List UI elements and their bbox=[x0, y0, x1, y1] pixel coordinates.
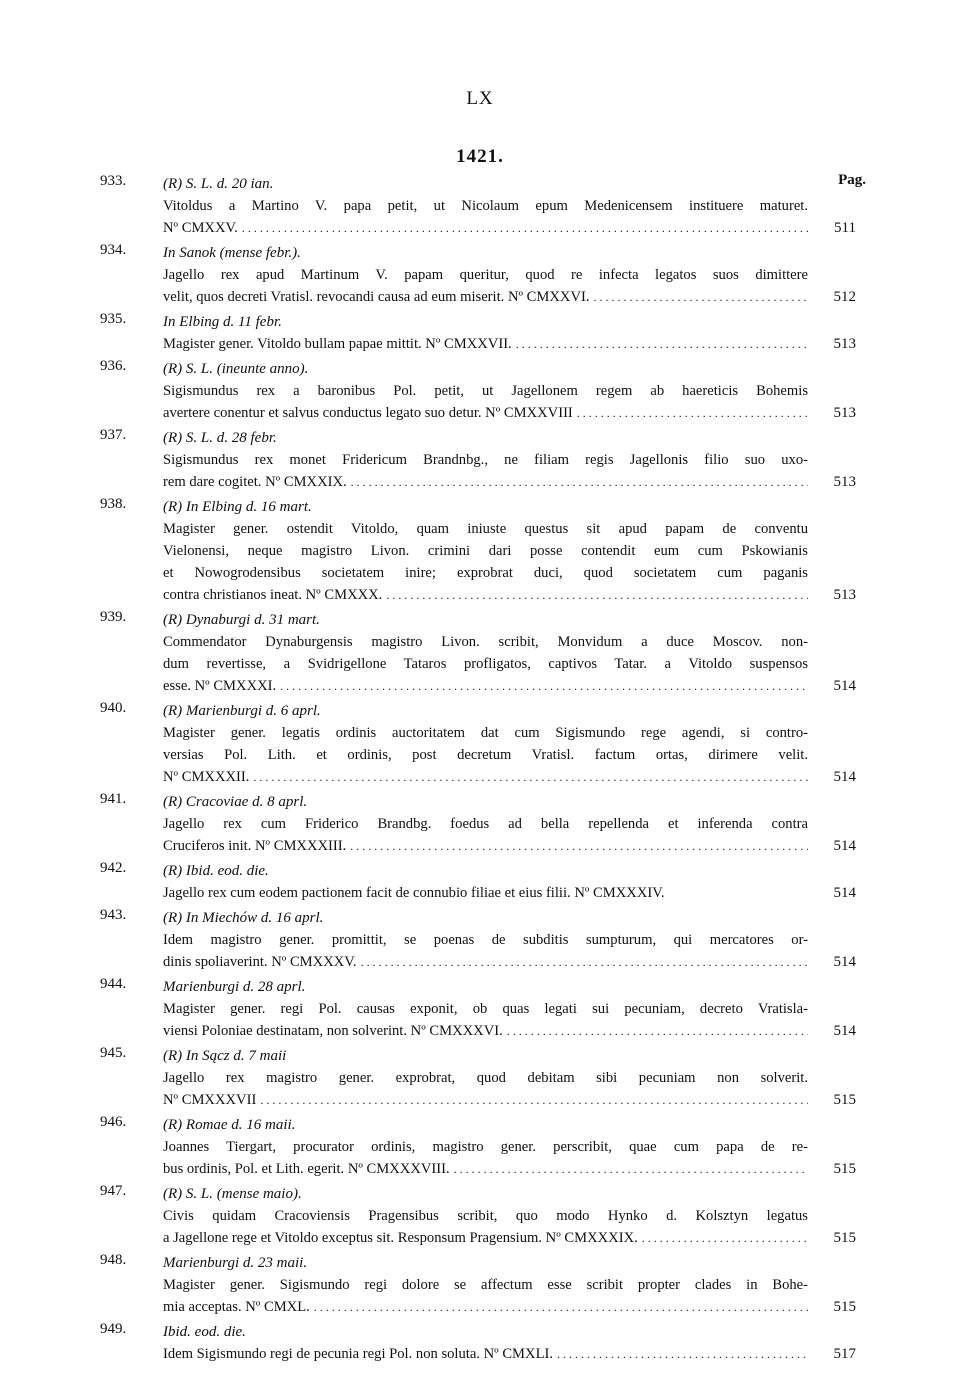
entry-line: Magister gener. ostendit Vitoldo, quam iniuste questus sit apud papam de conventu bbox=[163, 521, 808, 537]
entry-line: et Nowogrodensibus societatem inire; exprobrat duci, quod societatem cum paganis bbox=[163, 565, 808, 581]
dot-leader bbox=[280, 675, 808, 697]
entry-last-line bbox=[163, 286, 808, 308]
dot-leader bbox=[242, 217, 808, 239]
entry-line: Vielonensi, neque magistro Livon. crimini dari posse contendit eum cum Pskowianis bbox=[163, 543, 808, 559]
entry bbox=[0, 1321, 960, 1365]
entry-heading: (R) S. L. d. 28 febr. bbox=[163, 430, 277, 446]
entry-heading: (R) Cracoviae d. 8 aprl. bbox=[163, 794, 308, 810]
dot-leader bbox=[361, 951, 808, 973]
entry-number: 941. bbox=[100, 791, 127, 807]
entry-body bbox=[163, 518, 808, 606]
entry-body bbox=[163, 195, 808, 239]
entry-last-line bbox=[163, 1089, 808, 1111]
entry-body bbox=[163, 631, 808, 697]
entry-line: Sigismundus rex a baronibus Pol. petit, ut Jagellonem regem ab haereticis Bohemis bbox=[163, 383, 808, 399]
entry-page-reference: 515 bbox=[833, 1230, 856, 1246]
entry-page-reference: 514 bbox=[833, 769, 856, 785]
entry-line: Vitoldus a Martino V. papa petit, ut Nicolaum epum Medenicensem instituere maturet. bbox=[163, 198, 808, 214]
entry-heading: (R) In Miechów d. 16 aprl. bbox=[163, 910, 324, 926]
dot-leader bbox=[386, 584, 808, 606]
entry-last-line bbox=[163, 1343, 808, 1365]
entry-last-line-text: a Jagellone rege et Vitoldo exceptus sit. Responsum Pragensium. Nº CMXXXIX. bbox=[163, 1230, 638, 1246]
entry-body bbox=[163, 333, 808, 355]
entry-last-line-text: viensi Poloniae destinatam, non solverint. Nº CMXXXVI. bbox=[163, 1023, 503, 1039]
entry-number: 936. bbox=[100, 358, 127, 374]
dot-leader bbox=[454, 1158, 808, 1180]
entry-page-reference: 514 bbox=[833, 838, 856, 854]
entry-body bbox=[163, 998, 808, 1042]
entry-line: versias Pol. Lith. et ordinis, post decretum Vratisl. factum ortas, dirimere velit. bbox=[163, 747, 808, 763]
entry-heading: (R) In Sącz d. 7 maii bbox=[163, 1048, 287, 1064]
entry-body bbox=[163, 1205, 808, 1249]
entry-number: 944. bbox=[100, 976, 127, 992]
entry bbox=[0, 976, 960, 1042]
entry-last-line-text: mia acceptas. Nº CMXL. bbox=[163, 1299, 310, 1315]
entry-heading: (R) Dynaburgi d. 31 mart. bbox=[163, 612, 320, 628]
entry-line: Magister gener. regi Pol. causas exponit, ob quas legati sui pecuniam, decreto Vratisla- bbox=[163, 1001, 808, 1017]
year-heading: 1421. bbox=[456, 146, 504, 167]
entry-heading: In Elbing d. 11 febr. bbox=[163, 314, 282, 330]
dot-leader bbox=[260, 1089, 808, 1111]
entry-line: Idem magistro gener. promittit, se poenas de subditis sumpturum, qui mercatores or- bbox=[163, 932, 808, 948]
entry-last-line bbox=[163, 766, 808, 788]
dot-leader bbox=[351, 471, 808, 493]
entry bbox=[0, 609, 960, 697]
entry-body bbox=[163, 264, 808, 308]
entry-line: Sigismundus rex monet Fridericum Brandnbg., ne filiam regis Jagellonis filio suo uxo- bbox=[163, 452, 808, 468]
entry-last-line-text: avertere conentur et salvus conductus legato suo detur. Nº CMXXVIII bbox=[163, 405, 573, 421]
entry-last-line-text: Cruciferos init. Nº CMXXXIII. bbox=[163, 838, 347, 854]
dot-leader bbox=[314, 1296, 808, 1318]
entry-page-reference: 513 bbox=[833, 336, 856, 352]
entry bbox=[0, 1114, 960, 1180]
dot-leader bbox=[557, 1343, 808, 1365]
entry-list bbox=[0, 173, 960, 1365]
entry-last-line bbox=[163, 333, 808, 355]
dot-leader bbox=[507, 1020, 808, 1042]
entry-body bbox=[163, 929, 808, 973]
entry-page-reference: 515 bbox=[833, 1299, 856, 1315]
entry-page-reference: 514 bbox=[833, 885, 856, 901]
entry-number: 945. bbox=[100, 1045, 127, 1061]
entry-number: 938. bbox=[100, 496, 127, 512]
entry-last-line-text: Jagello rex cum eodem pactionem facit de connubio filiae et eius filii. Nº CMXXXIV. bbox=[163, 885, 665, 901]
dot-leader bbox=[594, 286, 809, 308]
entry-heading: (R) S. L. d. 20 ian. bbox=[163, 176, 274, 192]
entry-page-reference: 513 bbox=[833, 405, 856, 421]
entry-last-line-text: contra christianos ineat. Nº CMXXX. bbox=[163, 587, 383, 603]
entry-last-line-text: Nº CMXXXII. bbox=[163, 769, 250, 785]
entry-heading: (R) In Elbing d. 16 mart. bbox=[163, 499, 312, 515]
entry bbox=[0, 427, 960, 493]
entry bbox=[0, 173, 960, 239]
entry-last-line bbox=[163, 951, 808, 973]
entry-last-line bbox=[163, 835, 808, 857]
entry-last-line bbox=[163, 675, 808, 697]
entry-last-line-text: Nº CMXXV. bbox=[163, 220, 238, 236]
entry bbox=[0, 1252, 960, 1318]
entry-last-line-text: bus ordinis, Pol. et Lith. egerit. Nº CMXXXVIII. bbox=[163, 1161, 450, 1177]
entry bbox=[0, 700, 960, 788]
entry-page-reference: 512 bbox=[833, 289, 856, 305]
entry bbox=[0, 1183, 960, 1249]
entry-last-line-text: Idem Sigismundo regi de pecunia regi Pol. non soluta. Nº CMXLI. bbox=[163, 1346, 553, 1362]
dot-leader bbox=[350, 835, 808, 857]
entry-page-reference: 514 bbox=[833, 678, 856, 694]
entry-number: 946. bbox=[100, 1114, 127, 1130]
dot-leader bbox=[516, 333, 808, 355]
entry-last-line bbox=[163, 1158, 808, 1180]
entry-number: 934. bbox=[100, 242, 127, 258]
entry-number: 949. bbox=[100, 1321, 127, 1337]
entry-line: Jagello rex magistro gener. exprobrat, quod debitam sibi pecuniam non solverit. bbox=[163, 1070, 808, 1086]
entry-line: Magister gener. legatis ordinis auctoritatem dat cum Sigismundo rege agendi, si contro- bbox=[163, 725, 808, 741]
entry-line: Civis quidam Cracoviensis Pragensibus scribit, quo modo Hynko d. Kolsztyn legatus bbox=[163, 1208, 808, 1224]
entry-body bbox=[163, 813, 808, 857]
entry-number: 935. bbox=[100, 311, 127, 327]
entry-last-line bbox=[163, 1020, 808, 1042]
entry-last-line bbox=[163, 217, 808, 239]
entry-line: Commendator Dynaburgensis magistro Livon. scribit, Monvidum a duce Moscov. non- bbox=[163, 634, 808, 650]
entry-last-line-text: rem dare cogitet. Nº CMXXIX. bbox=[163, 474, 347, 490]
page-number: LX bbox=[466, 88, 494, 109]
entry-last-line-text: Magister gener. Vitoldo bullam papae mittit. Nº CMXXVII. bbox=[163, 336, 512, 352]
entry-heading: Ibid. eod. die. bbox=[163, 1324, 246, 1340]
entry-body bbox=[163, 1136, 808, 1180]
entry bbox=[0, 907, 960, 973]
entry-heading: Marienburgi d. 23 maii. bbox=[163, 1255, 308, 1271]
entry-number: 942. bbox=[100, 860, 127, 876]
entry-heading: (R) S. L. (ineunte anno). bbox=[163, 361, 309, 377]
dot-leader bbox=[642, 1227, 808, 1249]
entry-page-reference: 514 bbox=[833, 954, 856, 970]
entry-last-line bbox=[163, 471, 808, 493]
entry-number: 948. bbox=[100, 1252, 127, 1268]
dot-leader bbox=[577, 402, 808, 424]
page-column-label: Pag. bbox=[838, 172, 866, 188]
entry-number: 943. bbox=[100, 907, 127, 923]
entry-page-reference: 511 bbox=[834, 220, 856, 236]
entry-page-reference: 515 bbox=[833, 1092, 856, 1108]
entry bbox=[0, 496, 960, 606]
entry bbox=[0, 358, 960, 424]
entry-last-line bbox=[163, 1296, 808, 1318]
entry-page-reference: 515 bbox=[833, 1161, 856, 1177]
entry-number: 939. bbox=[100, 609, 127, 625]
entry-last-line-text: dinis spoliaverint. Nº CMXXXV. bbox=[163, 954, 357, 970]
entry-last-line-text: Nº CMXXXVII bbox=[163, 1092, 257, 1108]
entry-heading: (R) Romae d. 16 maii. bbox=[163, 1117, 296, 1133]
entry-heading: In Sanok (mense febr.). bbox=[163, 245, 301, 261]
entry-page-reference: 513 bbox=[833, 587, 856, 603]
entry bbox=[0, 791, 960, 857]
entry-body bbox=[163, 380, 808, 424]
entry-page-reference: 513 bbox=[833, 474, 856, 490]
dot-leader bbox=[253, 766, 808, 788]
entry-last-line bbox=[163, 584, 808, 606]
entry-last-line-text: velit, quos decreti Vratisl. revocandi causa ad eum miserit. Nº CMXXVI. bbox=[163, 289, 590, 305]
entry-last-line bbox=[163, 882, 808, 904]
entry-last-line-text: esse. Nº CMXXXI. bbox=[163, 678, 277, 694]
entry bbox=[0, 311, 960, 355]
entry-heading: (R) Ibid. eod. die. bbox=[163, 863, 269, 879]
entry-line: dum revertisse, a Svidrigellone Tataros profligatos, captivos Tatar. a Vitoldo suspensos bbox=[163, 656, 808, 672]
entry-heading: (R) S. L. (mense maio). bbox=[163, 1186, 302, 1202]
entry-line: Joannes Tiergart, procurator ordinis, magistro gener. perscribit, quae cum papa de re- bbox=[163, 1139, 808, 1155]
entry-last-line bbox=[163, 1227, 808, 1249]
entry-number: 937. bbox=[100, 427, 127, 443]
entry-number: 940. bbox=[100, 700, 127, 716]
entry-heading: Marienburgi d. 28 aprl. bbox=[163, 979, 306, 995]
entry-number: 933. bbox=[100, 173, 127, 189]
entry bbox=[0, 860, 960, 904]
entry-body bbox=[163, 722, 808, 788]
entry-line: Magister gener. Sigismundo regi dolore se affectum esse scribit propter clades in Bohe- bbox=[163, 1277, 808, 1293]
entry-number: 947. bbox=[100, 1183, 127, 1199]
entry-page-reference: 517 bbox=[833, 1346, 856, 1362]
entry-last-line bbox=[163, 402, 808, 424]
entry-body bbox=[163, 449, 808, 493]
entry bbox=[0, 242, 960, 308]
entry-body bbox=[163, 882, 808, 904]
entry-body bbox=[163, 1343, 808, 1365]
entry-line: Jagello rex cum Friderico Brandbg. foedus ad bella repellenda et inferenda contra bbox=[163, 816, 808, 832]
entry-heading: (R) Marienburgi d. 6 aprl. bbox=[163, 703, 321, 719]
entry-body bbox=[163, 1274, 808, 1318]
entry bbox=[0, 1045, 960, 1111]
entry-body bbox=[163, 1067, 808, 1111]
entry-line: Jagello rex apud Martinum V. papam queritur, quod re infecta legatos suos dimittere bbox=[163, 267, 808, 283]
entry-page-reference: 514 bbox=[833, 1023, 856, 1039]
